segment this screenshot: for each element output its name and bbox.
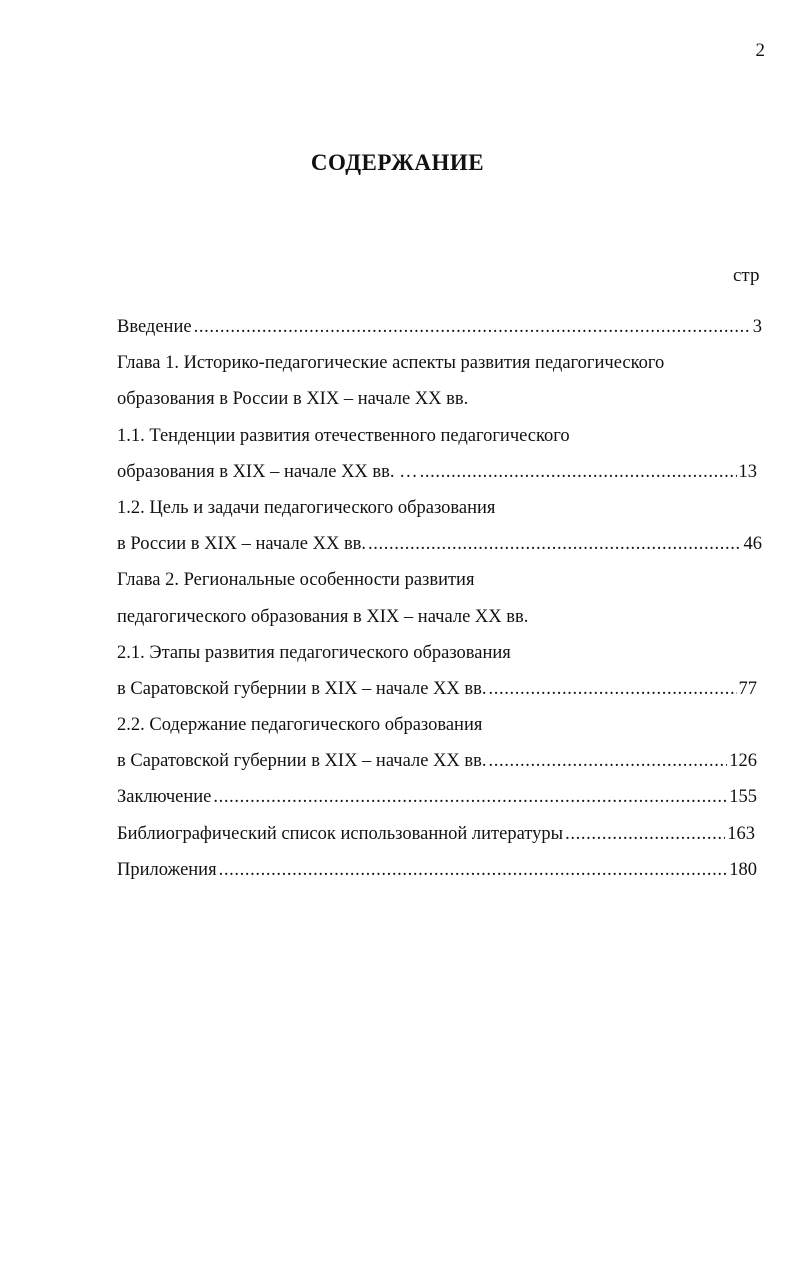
toc-entry-introduction[interactable] (117, 309, 762, 345)
toc-entry-text: Введение (117, 317, 192, 337)
toc-entry-page: 163 (727, 823, 755, 844)
toc-entry-appendices[interactable] (117, 852, 757, 888)
toc-section-1-1[interactable] (117, 418, 762, 454)
dot-leader (213, 779, 727, 815)
toc-entry-page: 3 (752, 317, 762, 337)
toc-entry-text: педагогического образования в XIX – начале XX вв. (117, 606, 529, 627)
toc-entry-text: образования в XIX – начале XX вв. … (117, 461, 418, 482)
toc-entry-bibliography[interactable] (117, 816, 755, 852)
toc-entry-page: 180 (729, 859, 757, 880)
toc-entry-text: Библиографический список использованной литературы (117, 823, 564, 844)
toc-section-2-1[interactable] (117, 635, 762, 671)
toc-entry-page: 77 (738, 678, 757, 699)
toc-section-1-2[interactable] (117, 490, 762, 526)
toc-entry-page: 126 (729, 751, 757, 772)
toc-entry-text: Заключение (117, 787, 212, 808)
page-column-label: стр (733, 265, 760, 286)
toc-entry-text: 1.2. Цель и задачи педагогического образования (117, 497, 496, 518)
table-of-contents (117, 309, 762, 888)
dot-leader (420, 454, 737, 490)
toc-entry-text: в Саратовской губернии в XIX – начале XX вв. (117, 678, 487, 699)
toc-entry-page: 46 (743, 534, 762, 555)
toc-entry-page: 13 (738, 461, 757, 482)
toc-entry-text: Глава 1. Историко-педагогические аспекты развития педагогического (117, 353, 665, 374)
toc-entry-text: 1.1. Тенденции развития отечественного педагогического (117, 425, 570, 446)
toc-section-2-2[interactable] (117, 707, 762, 743)
page-title: СОДЕРЖАНИЕ (310, 150, 485, 175)
toc-chapter-2-heading[interactable] (117, 562, 762, 598)
toc-entry-text: Глава 2. Региональные особенности развития (117, 570, 475, 591)
toc-entry-text: в Саратовской губернии в XIX – начале XX вв. (117, 751, 487, 772)
toc-entry-text: 2.2. Содержание педагогического образования (117, 715, 483, 736)
toc-entry-text: Приложения (117, 859, 217, 880)
toc-chapter-2-heading-cont (117, 599, 762, 635)
dot-leader (219, 852, 728, 888)
toc-entry-text: образования в России в XIX – начале XX вв. (117, 389, 469, 410)
toc-entry-conclusion[interactable] (117, 779, 757, 815)
toc-section-1-2-cont[interactable] (117, 526, 762, 562)
dot-leader (489, 743, 728, 779)
toc-chapter-1-heading-cont (117, 381, 762, 417)
toc-chapter-1-heading[interactable] (117, 345, 762, 381)
dot-leader (368, 526, 741, 562)
dot-leader (489, 671, 737, 707)
page-number: 2 (755, 40, 765, 61)
toc-section-1-1-cont[interactable] (117, 454, 757, 490)
toc-section-2-1-cont[interactable] (117, 671, 757, 707)
dot-leader (565, 816, 725, 852)
toc-entry-text: в России в XIX – начале XX вв. (117, 534, 367, 555)
dot-leader (194, 309, 751, 345)
toc-entry-text: 2.1. Этапы развития педагогического образования (117, 642, 511, 663)
toc-section-2-2-cont[interactable] (117, 743, 757, 779)
toc-entry-page: 155 (729, 787, 757, 808)
